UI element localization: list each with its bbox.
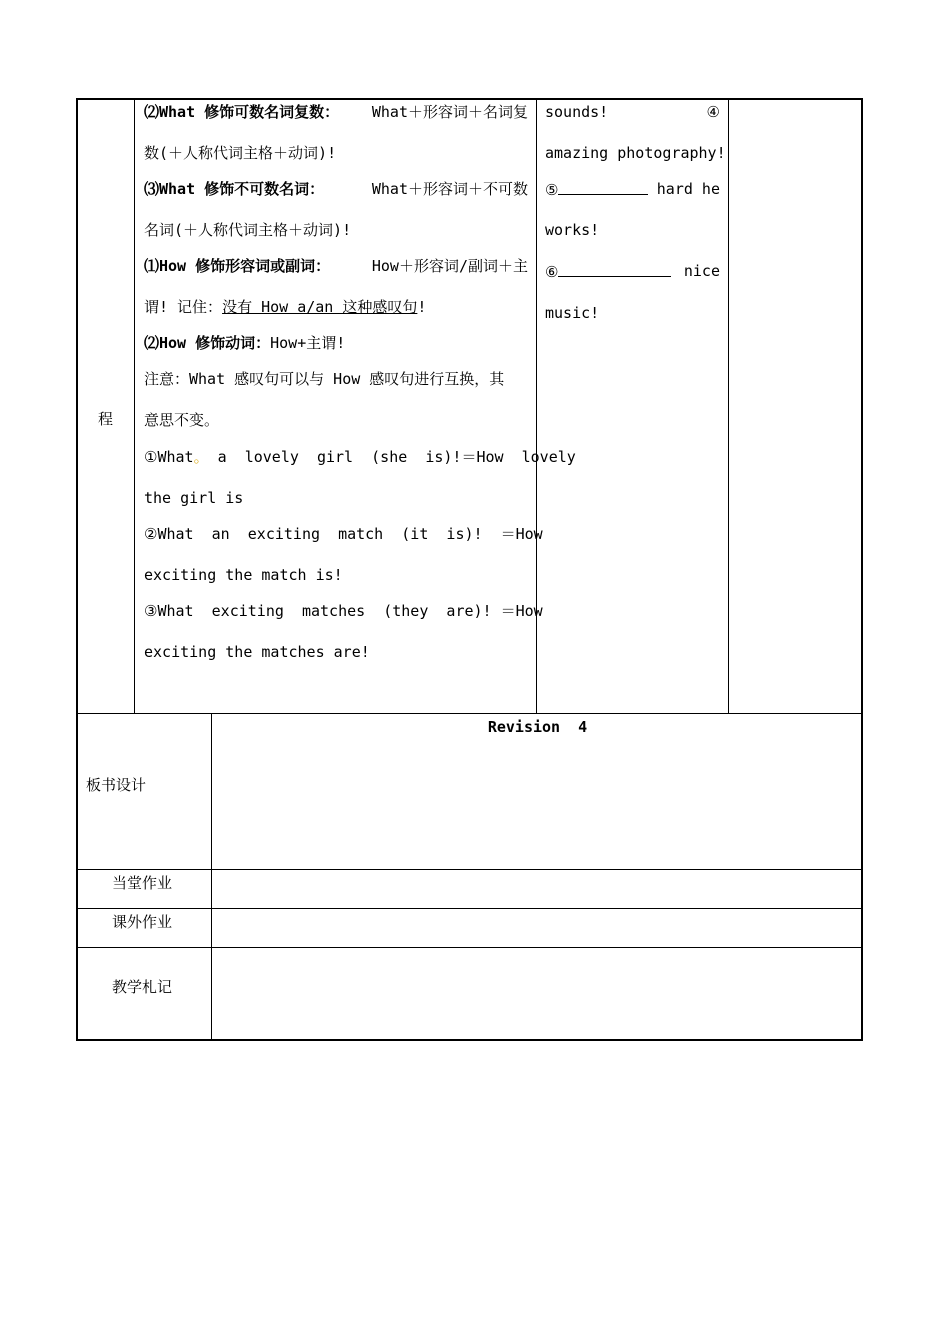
middle-line-6-end: ! [417, 298, 427, 316]
middle-line-3-heading: ⑶What 修饰不可数名词： [144, 180, 325, 198]
right-line-5-marker: ⑥ [545, 263, 559, 281]
middle-line-11: the girl is [144, 489, 244, 507]
middle-line-6-note: 没有 How a/an 这种感叹句 [222, 298, 418, 316]
table-border-left [76, 98, 78, 1041]
middle-line-1-rule: What＋形容词＋名词复 [371, 103, 528, 121]
right-line-3 [545, 180, 720, 199]
divider-row-3 [76, 908, 863, 909]
middle-line-15: exciting the matches are! [144, 643, 370, 661]
middle-line-5 [144, 257, 528, 275]
middle-line-4: 名词(＋人称代词主格＋动词)! [144, 221, 352, 239]
divider-label-col [211, 713, 212, 1040]
answer-blank-6[interactable] [558, 262, 671, 277]
right-line-1-marker: ④ [706, 103, 720, 121]
notes-label: 教学札记 [112, 978, 173, 996]
right-line-6: music! [545, 304, 600, 322]
middle-line-13: exciting the match is! [144, 566, 343, 584]
middle-line-12: ②What an exciting match (it is)! ＝How [144, 525, 543, 543]
middle-line-9: 意思不变。 [144, 411, 220, 429]
answer-blank-5[interactable] [558, 180, 648, 195]
right-line-1 [545, 103, 720, 121]
middle-line-7 [144, 334, 345, 352]
middle-line-1 [144, 103, 528, 121]
middle-line-10-start: ①What [144, 448, 194, 466]
right-line-4: works! [545, 221, 600, 239]
middle-line-5-rule: How＋形容词/副词＋主 [371, 257, 528, 275]
middle-line-2: 数(＋人称代词主格＋动词)! [144, 144, 337, 162]
table-border-top [76, 98, 863, 100]
middle-line-6-lead: 谓! 记住： [144, 298, 223, 316]
board-design-label: 板书设计 [86, 776, 147, 794]
middle-line-10-rest: a lovely girl (she is)!＝How lovely [208, 448, 576, 466]
middle-line-5-heading: ⑴How 修饰形容词或副词： [144, 257, 331, 275]
middle-line-8: 注意：What 感叹句可以与 How 感叹句进行互换，其 [144, 370, 505, 388]
middle-line-6 [144, 298, 426, 316]
right-line-2: amazing photography! [545, 144, 726, 162]
process-label: 程 [98, 410, 114, 428]
middle-line-10 [144, 448, 576, 466]
classwork-label: 当堂作业 [112, 874, 173, 892]
right-line-5-word: nice [683, 262, 720, 280]
middle-line-1-heading: ⑵What 修饰可数名词复数： [144, 103, 340, 121]
middle-line-10-dot: 。 [193, 448, 209, 466]
divider-col-2 [536, 98, 537, 713]
middle-line-3 [144, 180, 528, 198]
right-line-5 [545, 262, 720, 281]
table-border-bottom [76, 1039, 863, 1041]
divider-row-4 [76, 947, 863, 948]
homework-label: 课外作业 [112, 913, 173, 931]
right-line-3-marker: ⑤ [545, 181, 559, 199]
right-line-1-word: sounds! [545, 103, 609, 121]
table-border-right [861, 98, 863, 1041]
middle-line-14: ③What exciting matches (they are)! ＝How [144, 602, 543, 620]
divider-row-2 [76, 869, 863, 870]
middle-line-3-rule: What＋形容词＋不可数 [371, 180, 528, 198]
board-design-title: Revision 4 [487, 718, 588, 736]
middle-line-7-heading: ⑵How 修饰动词： [144, 334, 271, 352]
middle-line-7-rule: How+主谓! [270, 334, 346, 352]
divider-col-1 [134, 98, 135, 713]
divider-row-1 [76, 713, 863, 714]
right-line-3-words: hard he [656, 180, 720, 198]
divider-col-3 [728, 98, 729, 713]
